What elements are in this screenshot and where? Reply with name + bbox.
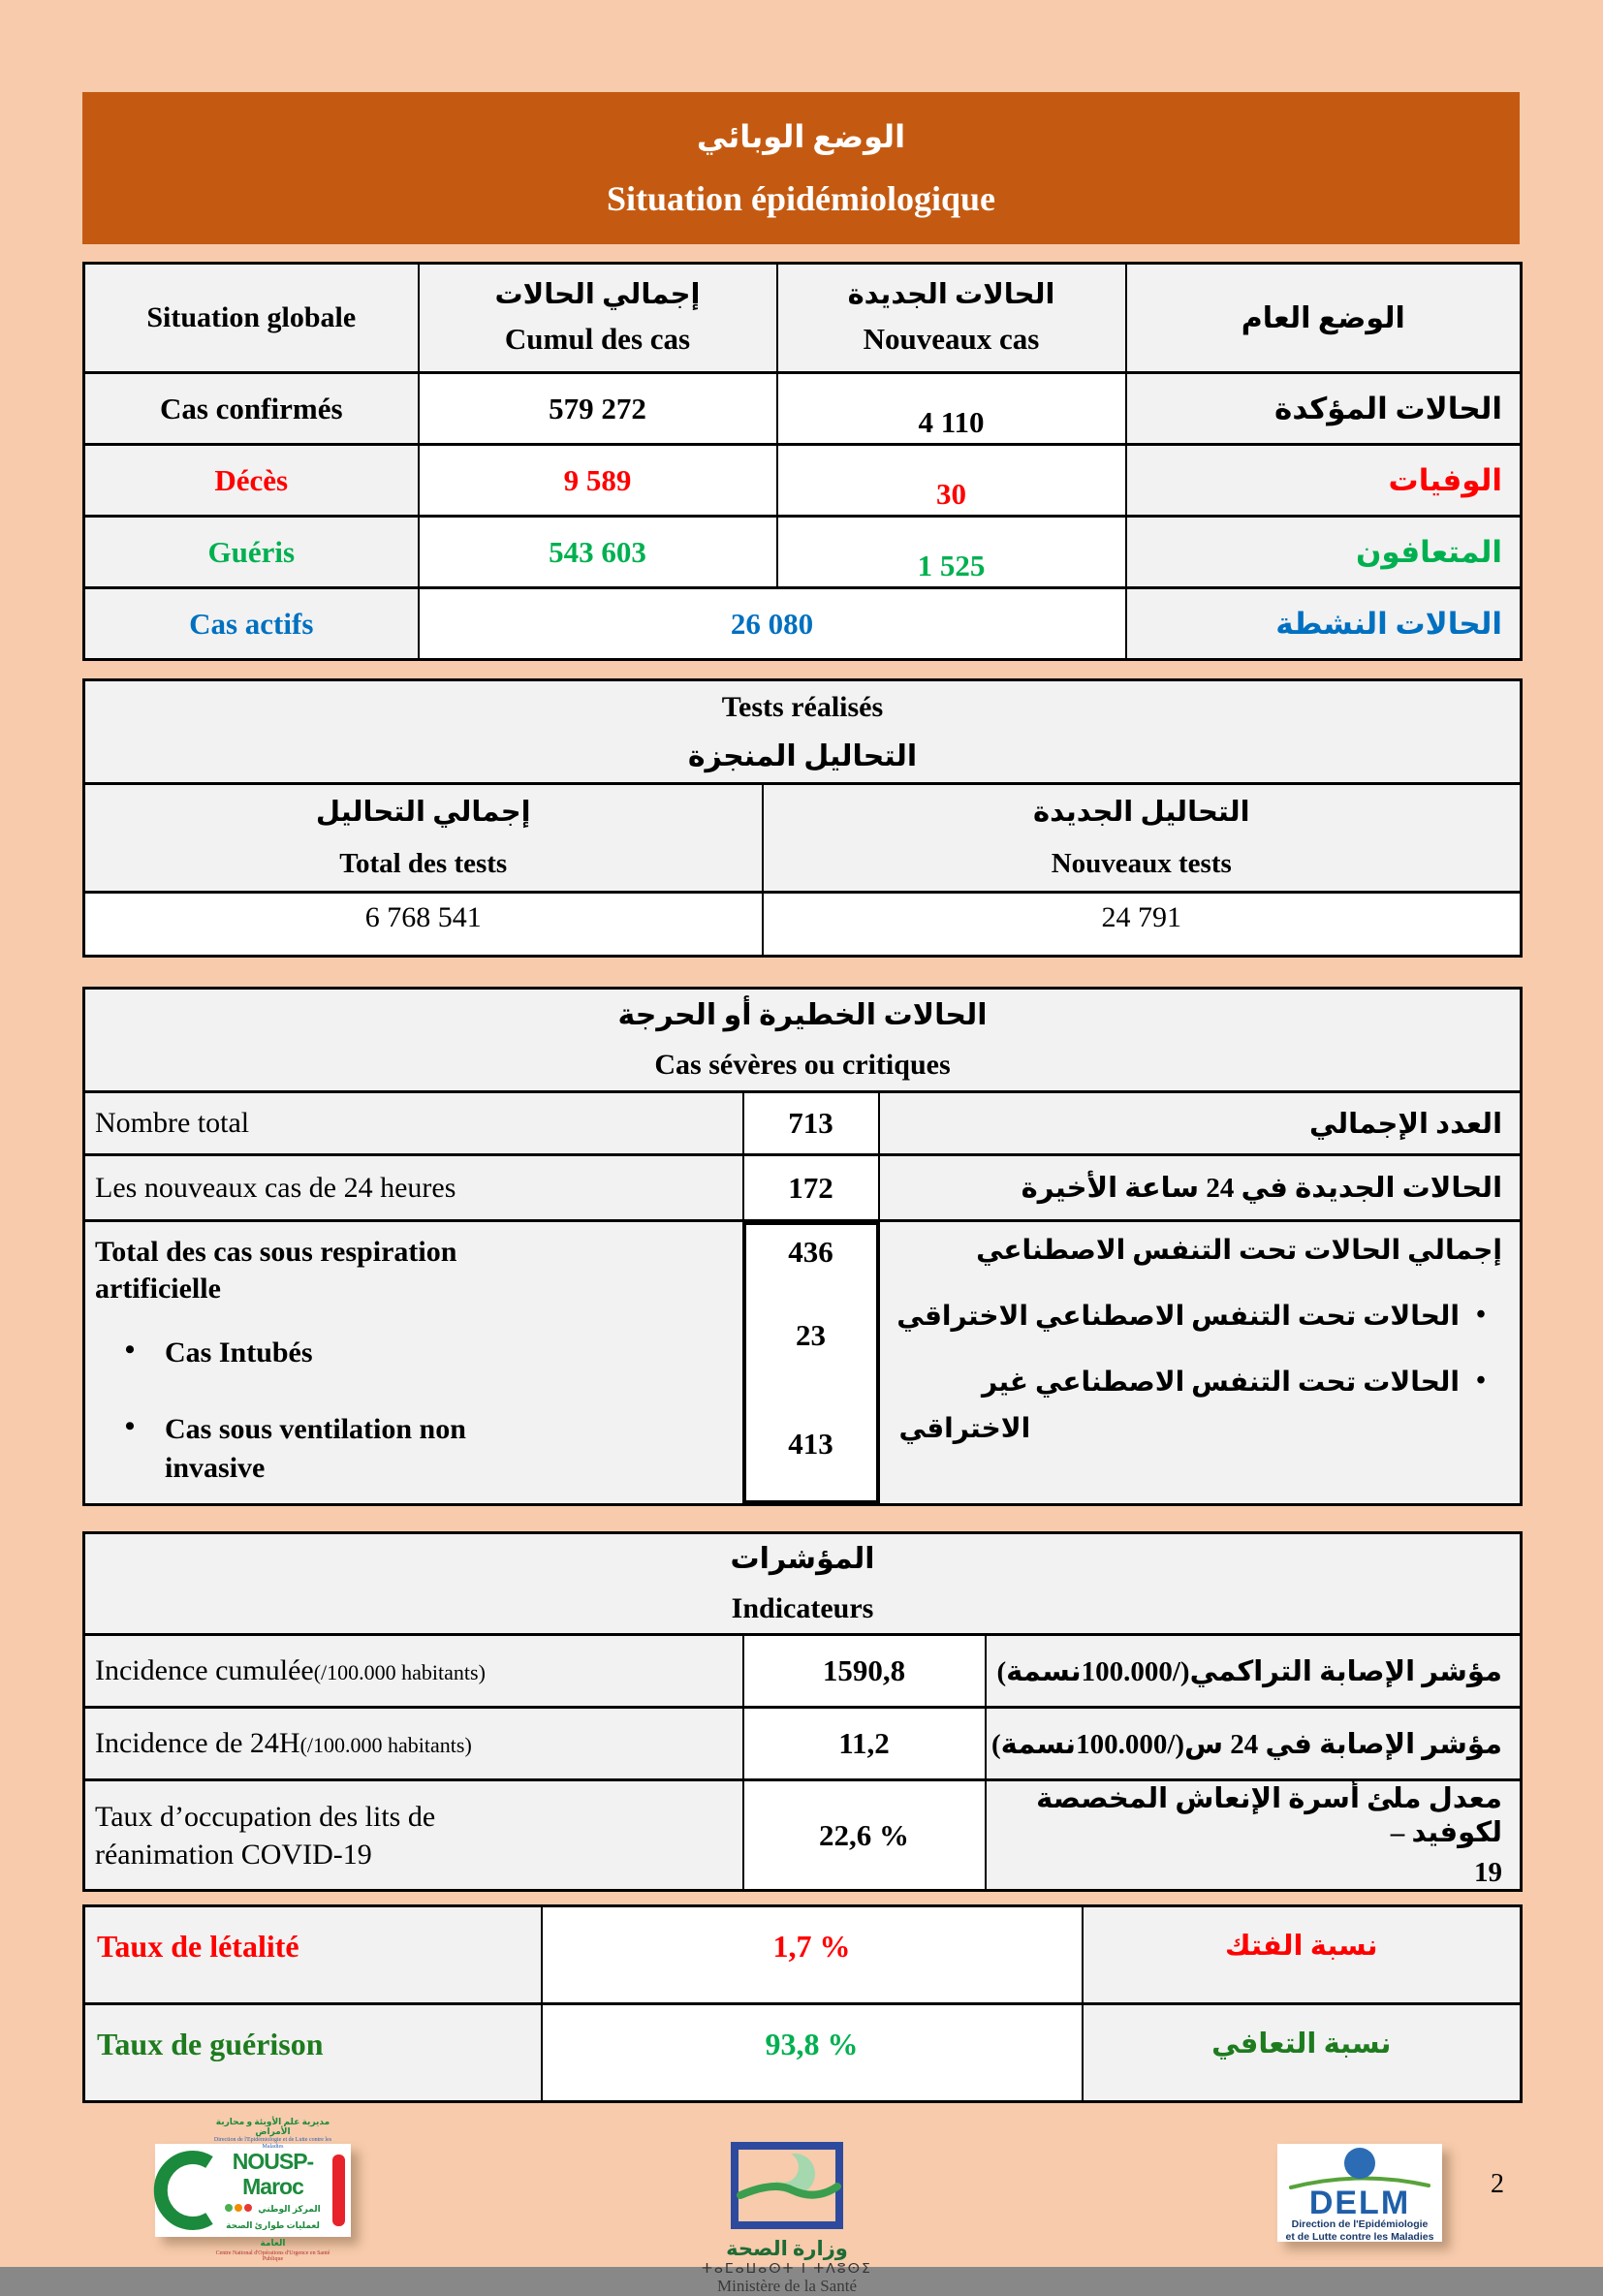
header-situation-globale: Situation globale: [84, 264, 419, 373]
severe-title-french: Cas sévères ou critiques: [654, 1049, 951, 1081]
respiration-labels-french: [84, 1221, 743, 1505]
lethality-rate-value: 1,7 %: [542, 1906, 1083, 2004]
bullet-icon: [95, 1334, 165, 1367]
indicators-title-french: Indicateurs: [731, 1592, 874, 1624]
cnousp-c-icon: [161, 2151, 213, 2230]
tests-new-header-french: Nouveaux tests: [1051, 847, 1232, 879]
ministry-name-arabic: وزارة الصحة: [726, 2237, 848, 2260]
tests-new-value: 24 791: [763, 893, 1522, 957]
respiration-values: [744, 1222, 878, 1503]
confirmed-label-french: Cas confirmés: [84, 373, 419, 445]
recovered-new-value: 1 525: [777, 517, 1126, 588]
active-label-french: Cas actifs: [84, 588, 419, 660]
delm-subtitle-line2: et de Lutte contre les Maladies: [1285, 2230, 1434, 2243]
indicators-title: [84, 1533, 1522, 1635]
delm-circle-icon: [1344, 2148, 1375, 2179]
table-row: [84, 445, 1522, 517]
active-label-arabic: الحالات النشطة: [1126, 588, 1522, 660]
cnousp-top-arabic: مديرية علم الأوبئة و محاربة الأمراض: [215, 2117, 330, 2137]
respiration-total-value: 436: [788, 1235, 833, 1269]
respiration-total-label-french: Total des cas sous respiration artificielle: [95, 1236, 457, 1305]
cnousp-red-bar-icon: [332, 2154, 345, 2226]
ministry-emblem-icon: [731, 2142, 843, 2229]
tests-new-header: [763, 784, 1522, 893]
header-cumul-french: Cumul des cas: [504, 322, 691, 357]
cnousp-bottom-arabic: المركز الوطني لعمليات طوارئ الصحة العامة: [226, 2203, 321, 2248]
non-invasive-label-arabic-line1: الحالات تحت التنفس الاصطناعي غير: [982, 1368, 1461, 1398]
non-invasive-value: 413: [788, 1427, 833, 1461]
table-row: [84, 1708, 1522, 1780]
cnousp-bottom-french: Centre National d'Opérations d'Urgence en Santé Publique: [215, 2249, 330, 2263]
cumulative-incidence-text: Incidence cumulée: [95, 1654, 314, 1686]
intubated-item-french: [95, 1334, 742, 1373]
severe-new24h-label-french: Les nouveaux cas de 24 heures: [84, 1155, 743, 1221]
tests-total-header-arabic: إجمالي التحاليل: [315, 797, 531, 829]
confirmed-new-value: 4 110: [777, 373, 1126, 445]
non-invasive-label-french: Cas sous ventilation non invasive: [165, 1412, 466, 1484]
indicators-table: [82, 1531, 1523, 1892]
header-new-cases: [777, 264, 1126, 373]
respiration-total-label-arabic: إجمالي الحالات تحت التنفس الاصطناعي: [976, 1236, 1503, 1266]
cnousp-maroc-logo: [155, 2117, 351, 2263]
severe-total-label-french: Nombre total: [84, 1092, 743, 1155]
header-general-situation-arabic: الوضع العام: [1126, 264, 1522, 373]
bullet-icon: [95, 1410, 165, 1443]
page-number: 2: [1491, 2169, 1504, 2199]
table-row: [84, 893, 1522, 957]
severe-total-value: 713: [743, 1092, 879, 1155]
banner-title-arabic: الوضع الوبائي: [696, 118, 906, 154]
table-row: [84, 373, 1522, 445]
severe-title-arabic: الحالات الخطيرة أو الحرجة: [617, 999, 988, 1031]
delm-subtitle-line1: Direction de l'Epidémiologie: [1291, 2217, 1429, 2230]
tests-new-header-arabic: التحاليل الجديدة: [1032, 797, 1250, 829]
cnousp-logo-text: [213, 2118, 332, 2263]
ministry-name-french: Ministère de la Santé: [717, 2277, 857, 2295]
severe-cases-table: [82, 987, 1523, 1506]
cumulative-incidence-label-french: [84, 1635, 743, 1708]
tests-title-arabic: التحاليل المنجزة: [687, 740, 918, 772]
ministry-of-health-logo: [680, 2142, 894, 2296]
recovered-cumul-value: 543 603: [419, 517, 777, 588]
icu-occupancy-label-french: [84, 1780, 743, 1891]
intubated-value: 23: [796, 1318, 826, 1352]
indicators-title-arabic: المؤشرات: [730, 1543, 875, 1575]
tests-total-value: 6 768 541: [84, 893, 763, 957]
recovered-label-french: Guéris: [84, 517, 419, 588]
icu-occupancy-arabic-line1: معدل ملئ أسرة الإنعاش المخصصة لكوفيد –: [1036, 1783, 1502, 1848]
severe-title: [84, 989, 1522, 1092]
cnousp-top-french: Direction de l'Epidémiologie et de Lutte contre les Maladies: [213, 2137, 332, 2150]
tests-table: [82, 678, 1523, 958]
table-row: [84, 2004, 1522, 2102]
icu-occupancy-label-arabic: [986, 1780, 1522, 1891]
cumulative-incidence-value: 1590,8: [743, 1635, 986, 1708]
tests-total-header: [84, 784, 763, 893]
deaths-label-arabic: الوفيات: [1126, 445, 1522, 517]
table-row: [84, 1221, 1522, 1505]
header-new-french: Nouveaux cas: [863, 322, 1040, 357]
deaths-new-value: 30: [777, 445, 1126, 517]
tests-title: [84, 680, 1522, 784]
incidence-24h-paren: (/100.000 habitants): [299, 1733, 472, 1757]
non-invasive-label-arabic-line2: الاختراقي: [898, 1414, 1031, 1444]
icu-occupancy-arabic-line2: 19: [1474, 1857, 1502, 1888]
header-cumul-cases: [419, 264, 777, 373]
tests-title-french: Tests réalisés: [721, 691, 884, 723]
recovery-rate-label-french: Taux de guérison: [84, 2004, 542, 2102]
table-row: [84, 1780, 1522, 1891]
ministry-name-tifinagh: ⵜⴰⵎⴰⵡⴰⵙⵜ ⵏ ⵜⴷⵓⵙⵉ: [702, 2261, 872, 2277]
deaths-cumul-value: 9 589: [419, 445, 777, 517]
confirmed-label-arabic: الحالات المؤكدة: [1126, 373, 1522, 445]
table-row: [84, 1092, 1522, 1155]
delm-name: DELM: [1308, 2185, 1411, 2221]
incidence-24h-label-french: [84, 1708, 743, 1780]
non-invasive-item-arabic: [886, 1366, 1503, 1399]
table-row: [84, 1635, 1522, 1708]
incidence-24h-text: Incidence de 24H: [95, 1727, 300, 1759]
tests-total-header-french: Total des tests: [339, 847, 508, 879]
confirmed-cumul-value: 579 272: [419, 373, 777, 445]
delm-logo: [1277, 2144, 1442, 2242]
banner-title-french: Situation épidémiologique: [606, 178, 996, 218]
cumulative-incidence-paren: (/100.000 habitants): [313, 1660, 486, 1684]
cumulative-incidence-label-arabic: مؤشر الإصابة التراكمي(/100.000نسمة): [986, 1635, 1522, 1708]
table-row: [84, 1155, 1522, 1221]
intubated-label-arabic: الحالات تحت التنفس الاصطناعي الاختراقي: [896, 1302, 1461, 1332]
incidence-24h-label-arabic: مؤشر الإصابة في 24 س(/100.000نسمة): [986, 1708, 1522, 1780]
global-situation-table: [82, 262, 1523, 661]
page-banner: [82, 92, 1520, 244]
severe-new24h-label-arabic: الحالات الجديدة في 24 ساعة الأخيرة: [879, 1155, 1522, 1221]
deaths-label-french: Décès: [84, 445, 419, 517]
table-row: [84, 517, 1522, 588]
recovery-rate-label-arabic: نسبة التعافي: [1083, 2004, 1522, 2102]
cnousp-dots-icon: [225, 2199, 254, 2217]
rates-table: [82, 1904, 1523, 2103]
active-cases-value: 26 080: [419, 588, 1126, 660]
table-row: [84, 1906, 1522, 2004]
icu-occupancy-value: 22,6 %: [743, 1780, 986, 1891]
bullet-icon: [1460, 1366, 1502, 1397]
severe-total-label-arabic: العدد الإجمالي: [879, 1092, 1522, 1155]
icu-occupancy-text: Taux d’occupation des lits de réanimation COVID-19: [95, 1800, 436, 1871]
header-cumul-arabic: إجمالي الحالات: [494, 278, 701, 310]
header-new-arabic: الحالات الجديدة: [847, 278, 1055, 310]
intubated-label-french: Cas Intubés: [165, 1337, 313, 1368]
lethality-rate-label-french: Taux de létalité: [84, 1906, 542, 2004]
bullet-icon: [1460, 1300, 1502, 1331]
intubated-item-arabic: [886, 1300, 1503, 1333]
recovery-rate-value: 93,8 %: [542, 2004, 1083, 2102]
lethality-rate-label-arabic: نسبة الفتك: [1083, 1906, 1522, 2004]
severe-new24h-value: 172: [743, 1155, 879, 1221]
incidence-24h-value: 11,2: [743, 1708, 986, 1780]
table-row: [84, 588, 1522, 660]
respiration-labels-arabic: [879, 1221, 1522, 1505]
recovered-label-arabic: المتعافون: [1126, 517, 1522, 588]
cnousp-name: NOUSP-Maroc: [232, 2149, 314, 2199]
non-invasive-item-french: [95, 1410, 742, 1489]
